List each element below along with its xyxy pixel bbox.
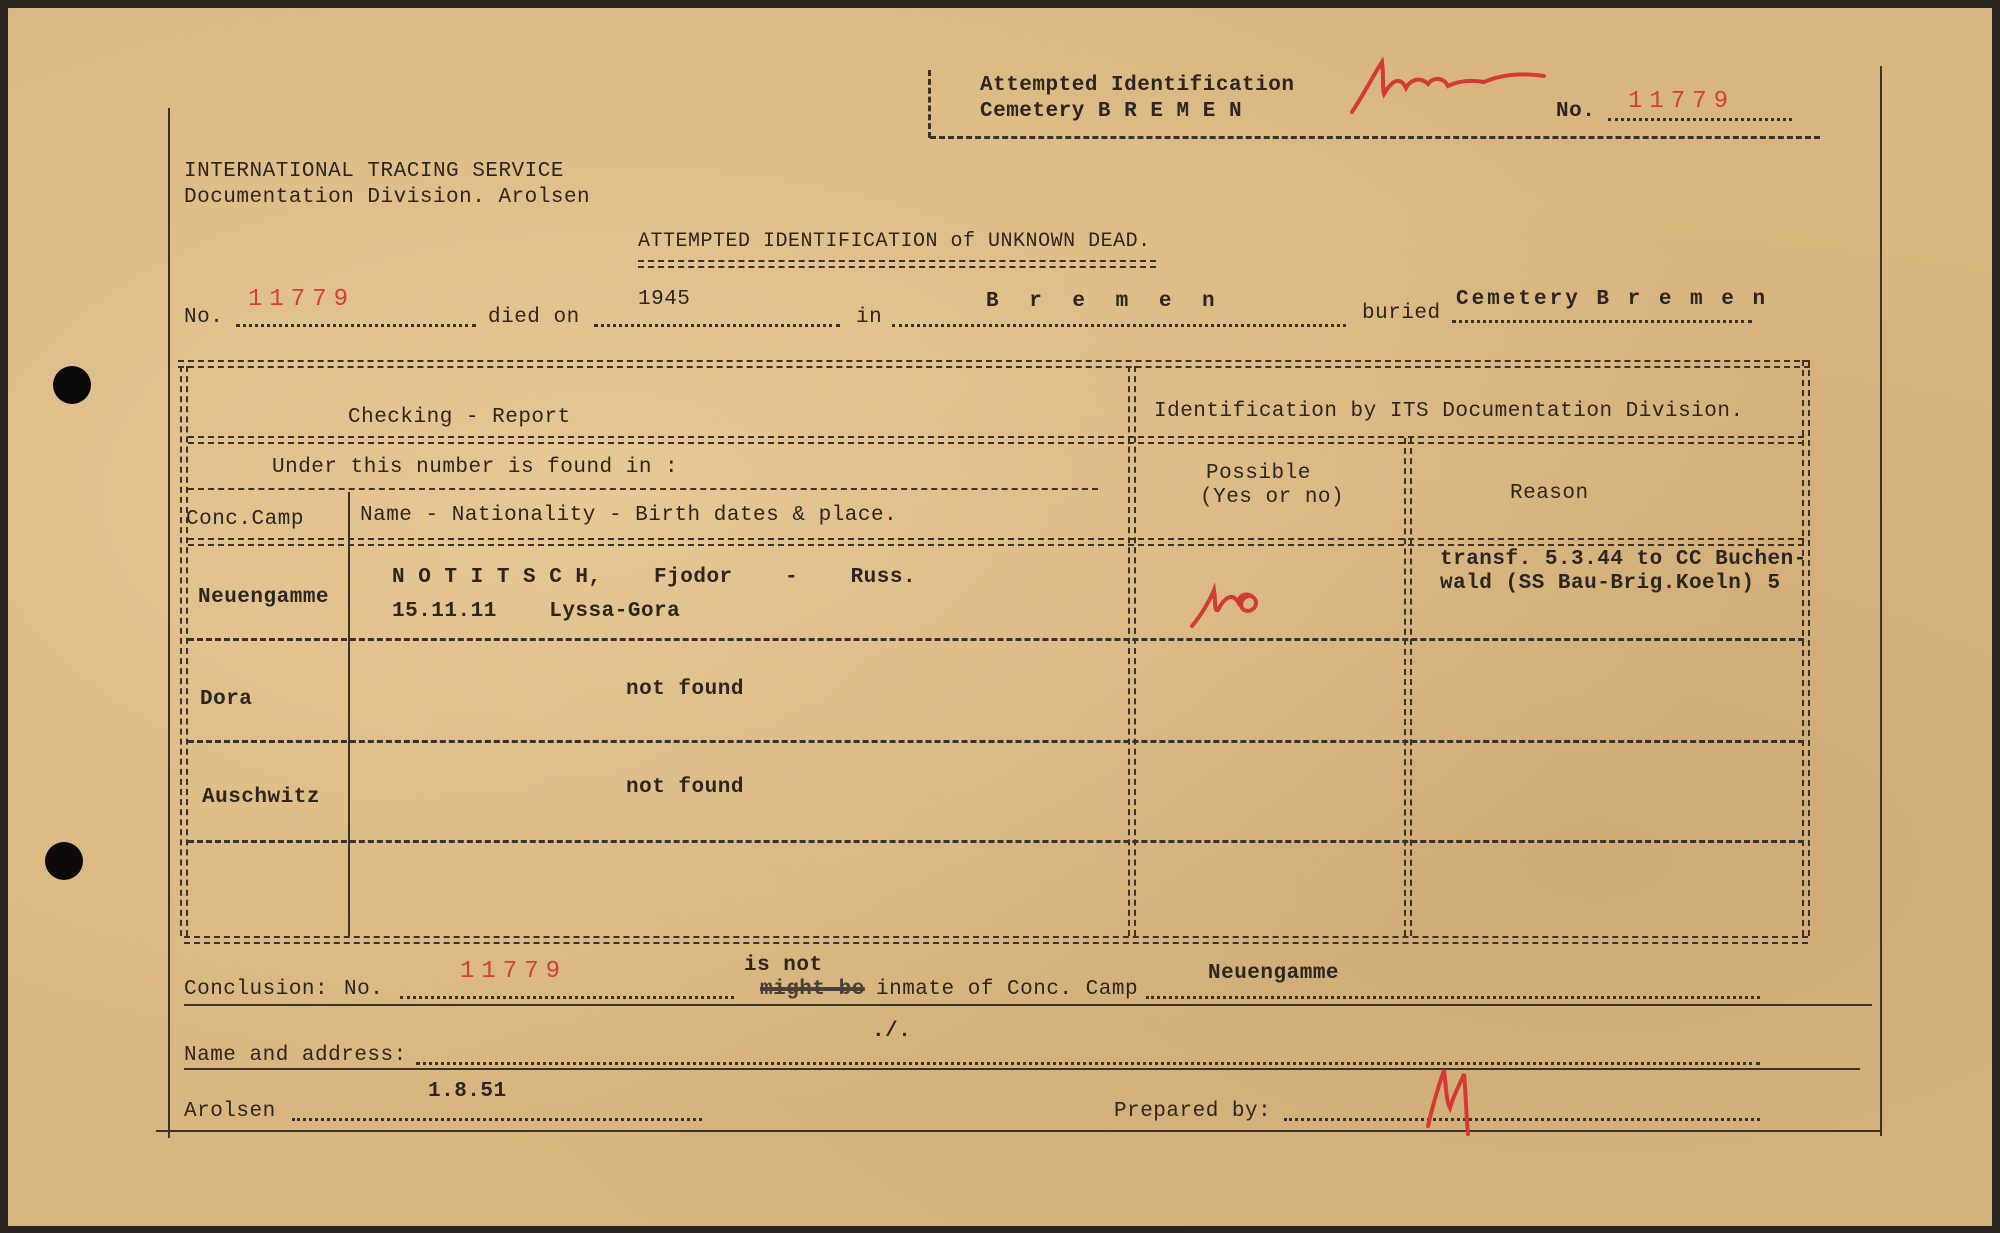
col-camp-header: Conc.Camp [186, 508, 304, 531]
record-in-value: B r e m e n [986, 290, 1224, 313]
name-address-label: Name and address: [184, 1044, 407, 1067]
conclusion-inmate-label: inmate of Conc. Camp [876, 978, 1139, 1001]
row-3-bottom-line [188, 840, 1804, 843]
record-buried-label: buried [1362, 302, 1441, 325]
conclusion-is-not: is not [744, 954, 823, 977]
footer-date-value: 1.8.51 [428, 1080, 507, 1103]
record-in-label: in [856, 306, 883, 329]
name-address-dots [416, 1062, 1760, 1065]
punch-hole-bottom [45, 842, 83, 880]
header-cemetery: Cemetery B R E M E N [980, 100, 1243, 123]
header-no-value: 11779 [1628, 88, 1736, 115]
table-column-header-line [188, 538, 1804, 546]
header-no-dots [1608, 118, 1792, 121]
record-buried-value: Cemetery B r e m e n [1456, 288, 1769, 311]
row-1-bottom-line [188, 638, 1804, 641]
table-left-border [180, 366, 188, 936]
row-1-name: N O T I T S C H, Fjodor - Russ. [392, 566, 917, 589]
possible-header-1: Possible [1206, 462, 1311, 485]
svg-text:no: no [1188, 557, 1208, 575]
table-right-border [1802, 360, 1810, 936]
table-divider-reason [1404, 438, 1412, 936]
row-1-camp: Neuengamme [198, 586, 330, 609]
row-2-name: not found [626, 678, 744, 701]
table-divider-checking [1128, 366, 1136, 936]
form-title: ATTEMPTED IDENTIFICATION of UNKNOWN DEAD. [638, 230, 1151, 253]
prepared-by-signature [1422, 1064, 1482, 1138]
header-no-label: No. [1556, 100, 1596, 123]
frame-left-line [168, 108, 170, 1138]
org-line-1: INTERNATIONAL TRACING SERVICE [184, 160, 564, 183]
possible-header-2: (Yes or no) [1200, 486, 1345, 509]
header-box-left-line [928, 70, 931, 138]
row-2-camp: Dora [200, 688, 253, 711]
conclusion-camp-dots [1146, 996, 1760, 999]
svg-text:None: None [1348, 41, 1387, 59]
conclusion-camp-value: Neuengamme [1208, 962, 1340, 985]
table-header-line [188, 436, 1804, 444]
form-title-underline [638, 260, 1156, 268]
name-address-mark: ./. [872, 1020, 912, 1043]
footer-place-label: Arolsen [184, 1100, 276, 1123]
col-name-header: Name - Nationality - Birth dates & place. [360, 504, 898, 527]
record-in-dots [892, 324, 1346, 327]
footer-prepared-dots [1284, 1118, 1760, 1121]
row-3-name: not found [626, 776, 744, 799]
header-attempted-identification: Attempted Identification [980, 74, 1295, 97]
record-buried-dots [1452, 320, 1752, 323]
row-1-birth: 15.11.11 Lyssa-Gora [392, 600, 681, 623]
conclusion-label: Conclusion: [184, 978, 329, 1001]
handwritten-none-mark [1348, 41, 1548, 114]
row-1-reason-line-2: wald (SS Bau-Brig.Koeln) 5 [1440, 572, 1781, 595]
conclusion-struck-text: might be [760, 978, 865, 1001]
name-address-rule [184, 1068, 1860, 1070]
row-1-reason-line-1: transf. 5.3.44 to CC Buchen- [1440, 548, 1807, 571]
org-line-2: Documentation Division. Arolsen [184, 186, 591, 209]
tracing-card [8, 8, 1992, 1226]
conclusion-no-dots [400, 996, 734, 999]
punch-hole-top [53, 366, 91, 404]
frame-bottom-line [156, 1130, 1882, 1132]
reason-header: Reason [1510, 482, 1589, 505]
header-box-bottom-line [930, 136, 1820, 139]
under-number-line [188, 488, 1098, 490]
footer-prepared-label: Prepared by: [1114, 1100, 1272, 1123]
conclusion-no-value: 11779 [460, 958, 568, 985]
record-no-label: No. [184, 306, 224, 329]
table-bottom-border [184, 936, 1808, 944]
record-died-dots [594, 324, 840, 327]
under-number-label: Under this number is found in : [272, 456, 679, 479]
row-3-camp: Auschwitz [202, 786, 320, 809]
identification-header: Identification by ITS Documentation Division. [1154, 400, 1744, 423]
conclusion-rule [184, 1004, 1872, 1006]
table-divider-camp [348, 492, 350, 936]
footer-date-dots [292, 1118, 702, 1121]
record-died-value: 1945 [638, 288, 691, 311]
checking-report-header: Checking - Report [348, 406, 571, 429]
record-died-label: died on [488, 306, 580, 329]
record-no-dots [236, 324, 476, 327]
row-2-bottom-line [188, 740, 1804, 743]
conclusion-no-label: No. [344, 978, 384, 1001]
frame-right-line [1880, 66, 1882, 1136]
table-top-border [178, 360, 1810, 368]
row-1-possible-handwritten [1188, 557, 1278, 630]
record-no-value: 11779 [248, 286, 356, 313]
